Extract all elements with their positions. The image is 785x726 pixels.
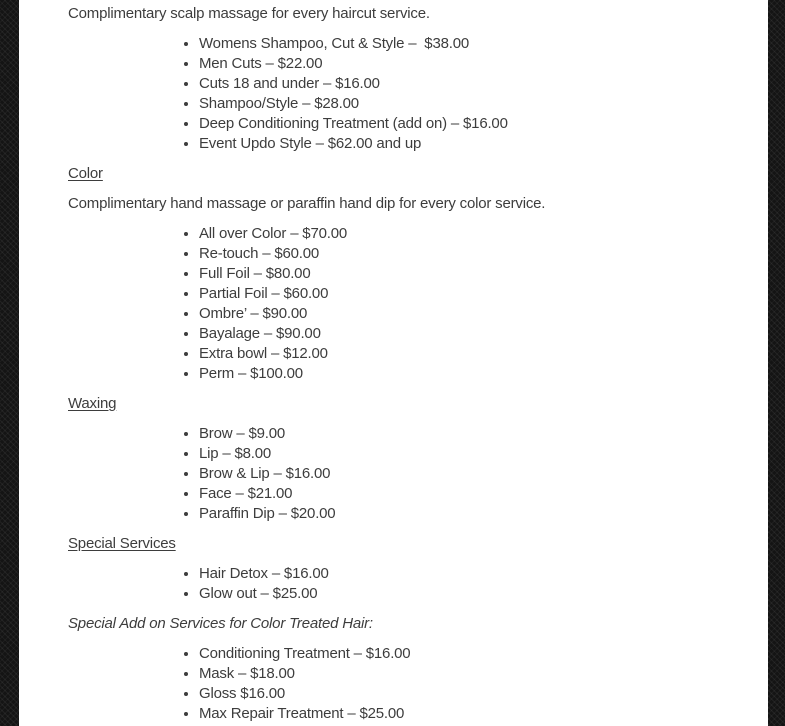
list-item: • Paraffin Dip – $20.00 xyxy=(199,504,748,524)
list-item: • Cuts 18 and under – $16.00 xyxy=(199,74,748,94)
list-item: • Womens Shampoo, Cut & Style – $38.00 xyxy=(199,34,748,54)
list-item: • Event Updo Style – $62.00 and up xyxy=(199,134,748,154)
section-heading-special-services: Special Services xyxy=(68,535,176,552)
color-services-list xyxy=(68,224,748,384)
list-item: • Max Repair Treatment – $25.00 xyxy=(199,704,748,724)
intro-paragraph-haircuts: Complimentary scalp massage for every haircut service. xyxy=(68,5,430,22)
list-item: • Brow & Lip – $16.00 xyxy=(199,464,748,484)
list-item: • Gloss $16.00 xyxy=(199,684,748,704)
special-services-list xyxy=(68,564,748,604)
list-item: • Hair Detox – $16.00 xyxy=(199,564,748,584)
list-item: • Brow – $9.00 xyxy=(199,424,748,444)
list-item: • Mask – $18.00 xyxy=(199,664,748,684)
list-item: • Deep Conditioning Treatment (add on) – $16.00 xyxy=(199,114,748,134)
section-heading-waxing: Waxing xyxy=(68,395,117,412)
addon-services-heading: Special Add on Services for Color Treated Hair: xyxy=(68,615,373,632)
list-item: • Men Cuts – $22.00 xyxy=(199,54,748,74)
list-item: • Full Foil – $80.00 xyxy=(199,264,748,284)
haircut-services-list xyxy=(68,34,748,154)
intro-paragraph-color: Complimentary hand massage or paraffin hand dip for every color service. xyxy=(68,195,546,212)
list-item: • Bayalage – $90.00 xyxy=(199,324,748,344)
list-item: • Partial Foil – $60.00 xyxy=(199,284,748,304)
list-item: • Shampoo/Style – $28.00 xyxy=(199,94,748,114)
list-item: • Conditioning Treatment – $16.00 xyxy=(199,644,748,664)
addon-services-list xyxy=(68,644,748,724)
list-item: • Glow out – $25.00 xyxy=(199,584,748,604)
waxing-services-list xyxy=(68,424,748,524)
content-area xyxy=(19,0,768,726)
list-item: • All over Color – $70.00 xyxy=(199,224,748,244)
list-item: • Ombre’ – $90.00 xyxy=(199,304,748,324)
list-item: • Face – $21.00 xyxy=(199,484,748,504)
list-item: • Extra bowl – $12.00 xyxy=(199,344,748,364)
section-heading-color: Color xyxy=(68,165,103,182)
list-item: • Lip – $8.00 xyxy=(199,444,748,464)
list-item: • Perm – $100.00 xyxy=(199,364,748,384)
list-item: • Re-touch – $60.00 xyxy=(199,244,748,264)
